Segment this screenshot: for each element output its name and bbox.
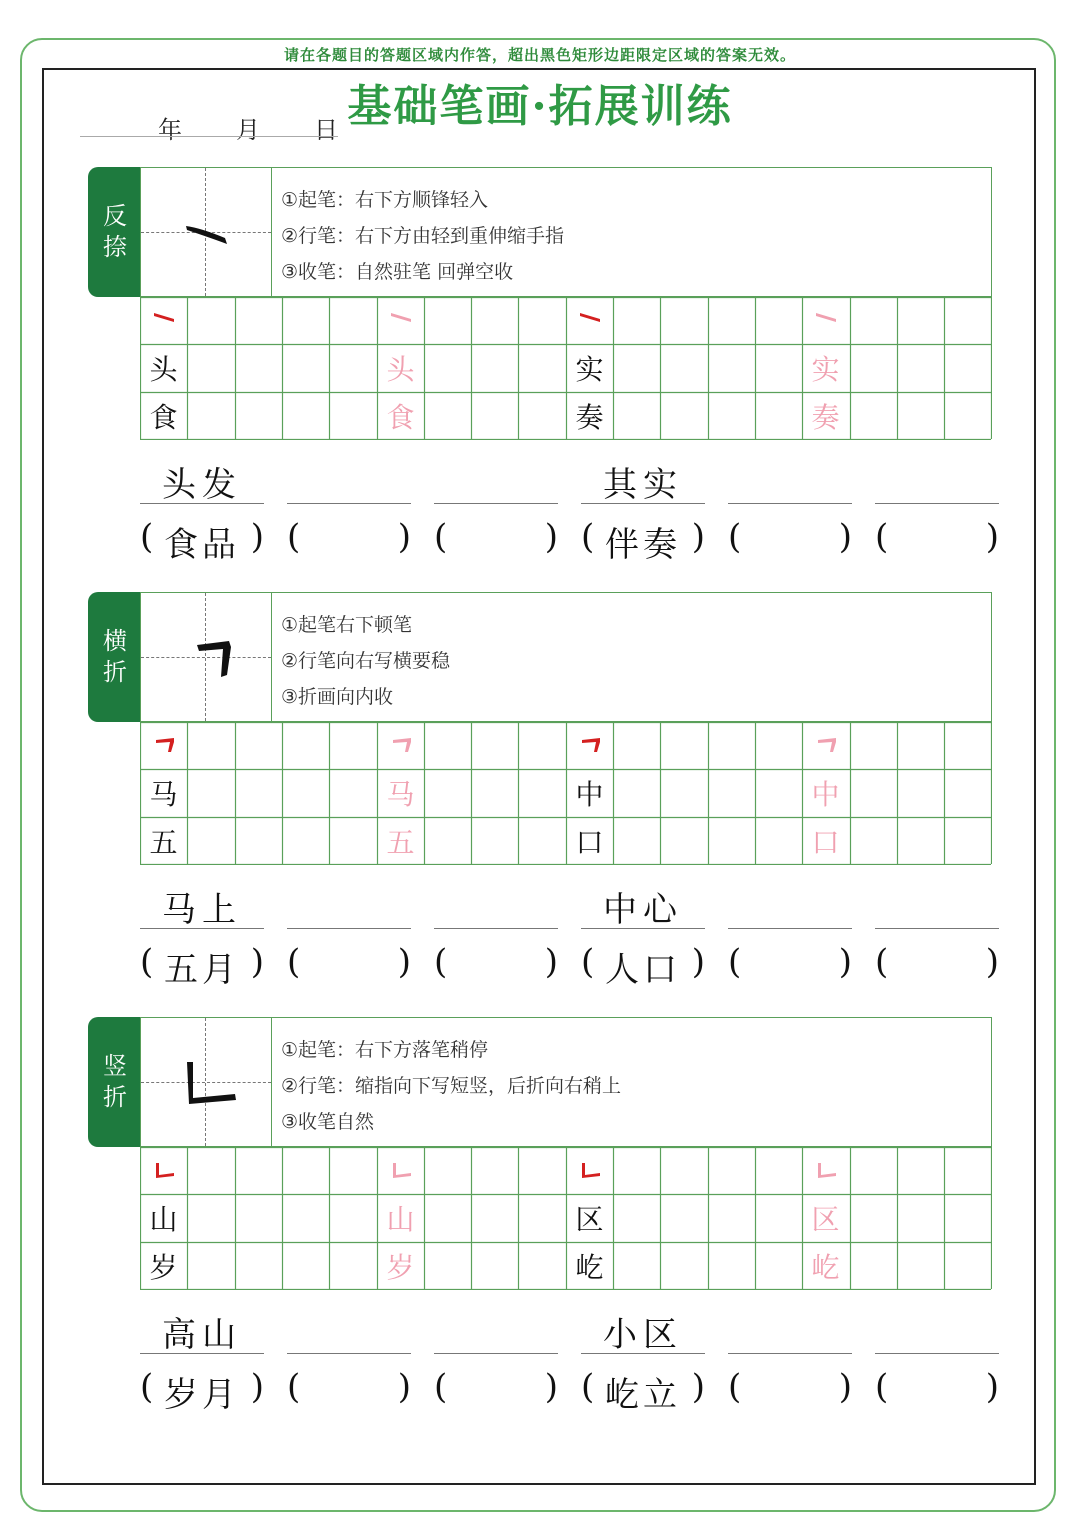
right-paren: ) (985, 517, 999, 557)
word-underline (434, 1353, 558, 1354)
stroke-tip-line: ②行笔：右下方由轻到重伸缩手指 (281, 225, 565, 247)
right-paren: ) (985, 1367, 999, 1407)
right-paren: ) (691, 1367, 705, 1407)
date-month-label: 月 (236, 116, 260, 144)
stroke-sample (393, 1163, 411, 1178)
stroke-section (88, 592, 999, 1012)
stroke-demo-glyph (141, 168, 271, 296)
stroke-glyph-path (187, 1062, 236, 1104)
model-character: 中 (575, 777, 604, 811)
stroke-sample-path (156, 738, 174, 752)
left-paren: ( (728, 942, 742, 982)
trace-character: 食 (386, 400, 415, 434)
word-example: 高山 (162, 1315, 242, 1355)
word-underline (287, 1353, 411, 1354)
stroke-sample-path (393, 738, 411, 752)
stroke-sample (818, 738, 836, 752)
word-example: 头发 (162, 465, 242, 505)
left-paren: ( (728, 1367, 742, 1407)
left-paren: ( (434, 942, 448, 982)
stroke-tip-line: ③折画向内收 (281, 686, 394, 708)
model-character: 五 (149, 825, 178, 859)
trace-character: 山 (386, 1202, 415, 1236)
date-underline (80, 136, 338, 137)
right-paren: ) (691, 942, 705, 982)
trace-character: 实 (811, 352, 840, 386)
word-underline (581, 1353, 705, 1354)
trace-character: 五 (386, 825, 415, 859)
right-paren: ) (838, 942, 852, 982)
right-paren: ) (544, 1367, 558, 1407)
paren-slot[interactable] (287, 1367, 411, 1411)
left-paren: ( (875, 517, 889, 557)
stroke-sample (156, 738, 174, 752)
trace-character: 区 (811, 1202, 840, 1236)
stroke-sample (582, 1163, 600, 1178)
stroke-header (140, 1017, 992, 1147)
stroke-name-tab (88, 167, 142, 297)
word-underline (581, 928, 705, 929)
word-practice (140, 1307, 1000, 1427)
paren-slot[interactable] (140, 1367, 264, 1415)
stroke-sample-path (580, 313, 600, 322)
left-paren: ( (581, 517, 595, 557)
trace-character: 口 (811, 825, 840, 859)
paren-slot[interactable] (287, 517, 411, 561)
stroke-section (88, 1017, 999, 1437)
paren-slot[interactable] (434, 517, 558, 561)
model-character: 岁 (149, 1250, 178, 1284)
left-paren: ( (434, 517, 448, 557)
stroke-header (140, 592, 992, 722)
stroke-sample (580, 313, 600, 322)
stroke-sample (391, 313, 411, 322)
right-paren: ) (250, 517, 264, 557)
date-year-label: 年 (158, 116, 182, 144)
left-paren: ( (875, 1367, 889, 1407)
stroke-sample-path (154, 313, 174, 322)
stroke-name-char: 横 (103, 627, 127, 655)
stroke-demo-glyph (141, 593, 271, 721)
stroke-tips (281, 182, 564, 290)
paren-word: 伴奏 (605, 525, 681, 565)
stroke-tip-line: ①起笔：右下方顺锋轻入 (281, 189, 489, 211)
paren-word: 五月 (164, 950, 240, 990)
paren-slot[interactable] (434, 942, 558, 986)
stroke-sample-path (816, 313, 836, 322)
left-paren: ( (140, 517, 154, 557)
stroke-glyph-path (186, 226, 227, 244)
stroke-tips (281, 607, 450, 715)
right-paren: ) (250, 942, 264, 982)
trace-character: 头 (386, 352, 415, 386)
left-paren: ( (287, 1367, 301, 1407)
right-paren: ) (397, 1367, 411, 1407)
word-underline (581, 503, 705, 504)
practice-grid (140, 1147, 992, 1290)
right-paren: ) (250, 1367, 264, 1407)
stroke-sample-path (156, 1163, 174, 1178)
stroke-sample-path (391, 313, 411, 322)
paren-slot[interactable] (140, 517, 264, 565)
stroke-tip-line: ②行笔：缩指向下写短竖，后折向右稍上 (281, 1075, 622, 1097)
left-paren: ( (434, 1367, 448, 1407)
model-character: 马 (149, 777, 178, 811)
word-practice (140, 882, 1000, 1002)
stroke-tip-line: ①起笔右下顿笔 (281, 614, 413, 636)
word-underline (875, 503, 999, 504)
paren-slot[interactable] (581, 1367, 705, 1415)
paren-slot[interactable] (728, 1367, 852, 1411)
left-paren: ( (728, 517, 742, 557)
model-character: 区 (575, 1202, 604, 1236)
stroke-name-tab (88, 592, 142, 722)
model-character: 实 (575, 352, 604, 386)
trace-character: 中 (811, 777, 840, 811)
stroke-sample (393, 738, 411, 752)
right-paren: ) (544, 942, 558, 982)
left-paren: ( (287, 942, 301, 982)
paren-slot[interactable] (434, 1367, 558, 1411)
left-paren: ( (140, 1367, 154, 1407)
paren-slot[interactable] (287, 942, 411, 986)
word-underline (434, 503, 558, 504)
word-underline (287, 503, 411, 504)
model-character: 屹 (575, 1250, 604, 1284)
word-underline (875, 1353, 999, 1354)
stroke-name-char: 捺 (103, 233, 127, 261)
left-paren: ( (581, 1367, 595, 1407)
notice-text: 请在各题目的答题区域内作答，超出黑色矩形边距限定区域的答案无效。 (283, 46, 796, 64)
stroke-tips (281, 1032, 621, 1140)
word-example: 中心 (603, 890, 683, 930)
paren-slot[interactable] (875, 1367, 999, 1411)
trace-character: 奏 (811, 400, 840, 434)
paren-word: 人口 (605, 950, 681, 990)
word-underline (728, 1353, 852, 1354)
paren-slot[interactable] (140, 942, 264, 990)
trace-character: 马 (386, 777, 415, 811)
word-underline (728, 928, 852, 929)
right-paren: ) (838, 1367, 852, 1407)
trace-character: 屹 (811, 1250, 840, 1284)
word-underline (140, 928, 264, 929)
word-underline (728, 503, 852, 504)
left-paren: ( (287, 517, 301, 557)
stroke-demo-glyph (141, 1018, 271, 1146)
paren-slot[interactable] (581, 942, 705, 990)
stroke-name-char: 折 (103, 658, 127, 686)
word-underline (140, 503, 264, 504)
paren-word: 食品 (164, 525, 240, 565)
stroke-sample (582, 738, 600, 752)
stroke-header (140, 167, 992, 297)
stroke-demo-box (141, 168, 272, 296)
right-paren: ) (691, 517, 705, 557)
word-practice (140, 457, 1000, 577)
stroke-sample (156, 1163, 174, 1178)
stroke-sample-path (582, 1163, 600, 1178)
paren-word: 屹立 (605, 1375, 681, 1415)
stroke-section (88, 167, 999, 587)
model-character: 山 (149, 1202, 178, 1236)
stroke-sample (154, 313, 174, 322)
stroke-sample-path (818, 1163, 836, 1178)
stroke-name-char: 折 (103, 1083, 127, 1111)
stroke-tip-line: ③收笔自然 (281, 1111, 375, 1133)
right-paren: ) (544, 517, 558, 557)
word-example: 小区 (603, 1315, 683, 1355)
word-underline (287, 928, 411, 929)
word-example: 马上 (162, 890, 242, 930)
page-title: 基础笔画·拓展训练 (347, 81, 733, 132)
model-character: 食 (149, 400, 178, 434)
stroke-tip-line: ①起笔：右下方落笔稍停 (281, 1039, 489, 1061)
right-paren: ) (985, 942, 999, 982)
stroke-sample (818, 1163, 836, 1178)
paren-slot[interactable] (875, 517, 999, 561)
model-character: 头 (149, 352, 178, 386)
stroke-sample-path (393, 1163, 411, 1178)
paren-slot[interactable] (581, 517, 705, 565)
stroke-glyph-path (197, 641, 231, 677)
practice-grid (140, 722, 992, 865)
stroke-sample-path (818, 738, 836, 752)
left-paren: ( (875, 942, 889, 982)
stroke-name-tab (88, 1017, 142, 1147)
model-character: 奏 (575, 400, 604, 434)
date-day-label: 日 (314, 116, 338, 144)
model-character: 口 (575, 825, 604, 859)
stroke-name-char: 反 (103, 202, 127, 230)
paren-word: 岁月 (164, 1375, 240, 1415)
left-paren: ( (581, 942, 595, 982)
stroke-sample-path (582, 738, 600, 752)
practice-grid (140, 297, 992, 440)
word-underline (434, 928, 558, 929)
word-underline (140, 1353, 264, 1354)
stroke-demo-box (141, 593, 272, 721)
stroke-tip-line: ②行笔向右写横要稳 (281, 650, 451, 672)
stroke-name-char: 竖 (103, 1052, 127, 1080)
right-paren: ) (397, 517, 411, 557)
stroke-sample (816, 313, 836, 322)
paren-slot[interactable] (875, 942, 999, 986)
stroke-tip-line: ③收笔：自然驻笔 回弹空收 (281, 261, 514, 283)
trace-character: 岁 (386, 1250, 415, 1284)
paren-slot[interactable] (728, 942, 852, 986)
left-paren: ( (140, 942, 154, 982)
right-paren: ) (838, 517, 852, 557)
word-underline (875, 928, 999, 929)
stroke-demo-box (141, 1018, 272, 1146)
word-example: 其实 (603, 465, 683, 505)
right-paren: ) (397, 942, 411, 982)
paren-slot[interactable] (728, 517, 852, 561)
